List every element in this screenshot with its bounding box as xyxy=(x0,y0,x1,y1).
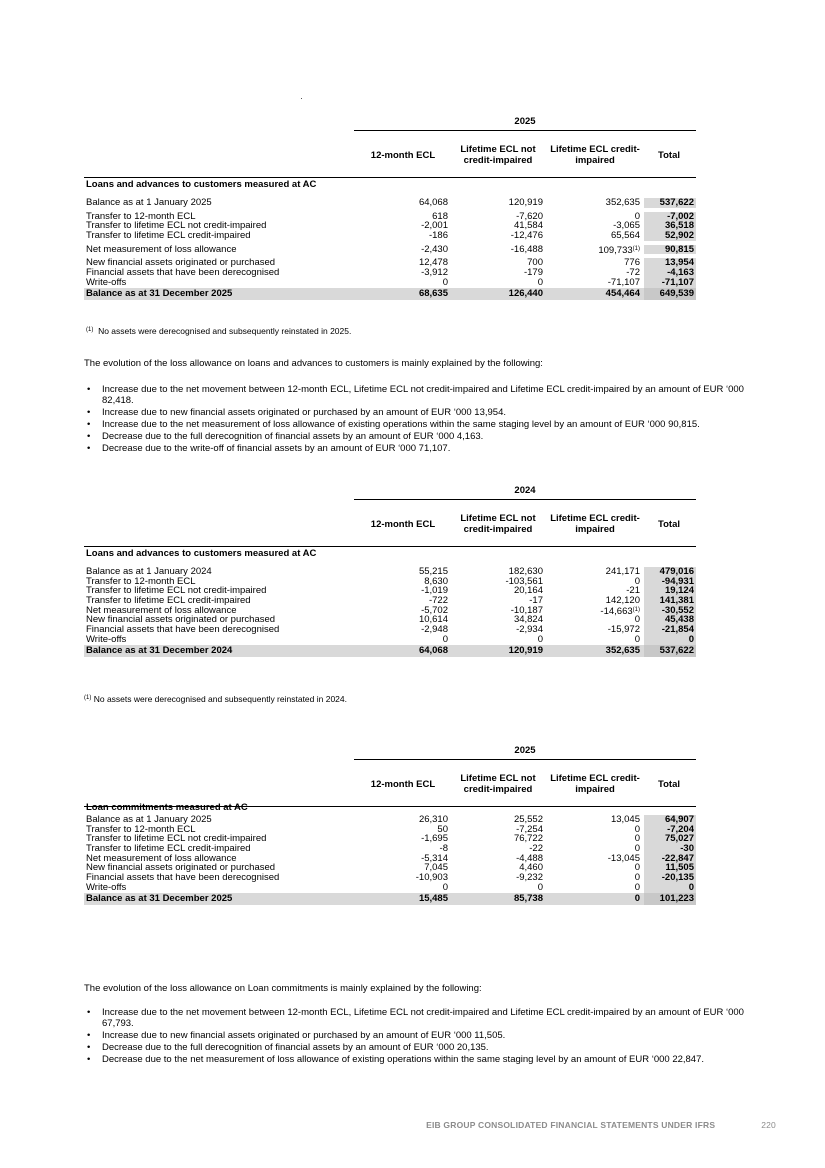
year-header: 2025 xyxy=(354,745,696,760)
cell-lifetime-impaired: 0 xyxy=(634,892,640,904)
cell-total: -22,847 xyxy=(644,854,696,864)
row-label: New financial assets originated or purchased xyxy=(86,257,276,269)
row-label: Financial assets that have been derecognised xyxy=(86,267,280,279)
cell-total: 537,622 xyxy=(644,198,696,208)
cell-total: -94,931 xyxy=(644,577,696,587)
cell-12-month-ecl: 12,478 xyxy=(418,257,448,269)
cell-12-month-ecl: 10,614 xyxy=(418,614,448,626)
row-label: Balance as at 31 December 2024 xyxy=(86,644,233,656)
cell-value: 142,120 xyxy=(605,595,640,607)
cell-total: -7,002 xyxy=(644,212,696,222)
cell-value: 0 xyxy=(634,862,640,874)
row-label: Balance as at 31 December 2025 xyxy=(86,287,233,299)
table-row xyxy=(84,198,696,208)
cell-total: 19,124 xyxy=(644,586,696,596)
cell-lifetime-not-impaired: -7,254 xyxy=(516,823,543,835)
bullet-item: • Decrease due to the write-off of financial assets by an amount of EUR ‘000 71,107. xyxy=(84,443,744,454)
footnote-2024: $^{(1)}$ No assets were derecognised and subsequently reinstated in 2024. xyxy=(84,694,347,704)
col-header-total: Total xyxy=(658,149,680,161)
table-row xyxy=(84,873,696,883)
cell-12-month-ecl: 26,310 xyxy=(418,814,448,825)
row-label: Balance as at 1 January 2025 xyxy=(86,197,212,208)
cell-total: 13,954 xyxy=(644,258,696,268)
cell-12-month-ecl: -5,314 xyxy=(421,852,448,864)
row-label: Transfer to 12-month ECL xyxy=(86,210,196,222)
balance-row xyxy=(84,645,696,657)
cell-12-month-ecl: 15,485 xyxy=(418,892,448,904)
cell-12-month-ecl: -722 xyxy=(428,595,448,607)
row-label: Write-offs xyxy=(86,633,127,645)
cell-lifetime-not-impaired: 85,738 xyxy=(513,892,543,904)
row-label: Net measurement of loss allowance xyxy=(86,604,237,616)
cell-lifetime-not-impaired: -10,187 xyxy=(510,604,543,616)
cell-12-month-ecl: -2,948 xyxy=(421,624,448,636)
row-label: Transfer to lifetime ECL not credit-impaired xyxy=(86,220,267,232)
cell-12-month-ecl: -3,912 xyxy=(421,267,448,279)
page-number: 220 xyxy=(761,1120,776,1130)
cell-total: 11,505 xyxy=(644,863,696,873)
cell-value: 109,733 xyxy=(598,244,633,256)
bullet-item: • Decrease due to the full derecognition of financial assets by an amount of EUR ‘000 4,163. xyxy=(84,431,744,442)
row-label: Transfer to lifetime ECL credit-impaired xyxy=(86,230,251,242)
cell-total: -71,107 xyxy=(644,278,696,288)
cell-total: 479,016 xyxy=(644,567,696,577)
cell-value: 241,171 xyxy=(605,566,640,577)
col-header-12-month-ecl: 12-month ECL xyxy=(370,518,436,530)
cell-lifetime-not-impaired: 41,584 xyxy=(513,220,543,232)
row-label: Balance as at 31 December 2025 xyxy=(86,892,233,904)
table-row xyxy=(84,278,696,288)
cell-value: 0 xyxy=(634,614,640,626)
cell-value: 776 xyxy=(624,257,640,269)
cell-lifetime-not-impaired: 120,919 xyxy=(508,644,543,656)
cell-lifetime-not-impaired: 34,824 xyxy=(513,614,543,626)
cell-total: -4,163 xyxy=(644,268,696,278)
cell-value: -3,065 xyxy=(613,220,640,232)
footnote-marker: (1) xyxy=(632,606,640,613)
col-header-lifetime-impaired: Lifetime ECL credit-impaired xyxy=(550,773,640,795)
cell-lifetime-not-impaired: 126,440 xyxy=(508,287,543,299)
cell-total: 649,539 xyxy=(644,288,696,300)
cell-value: 352,635 xyxy=(605,197,640,208)
col-header-lifetime-not-impaired: Lifetime ECL not credit-impaired xyxy=(460,513,536,535)
cell-value: -14,663 xyxy=(600,605,633,617)
bullet-item: • Decrease due to the full derecognition of financial assets by an amount of EUR ‘000 20,135. xyxy=(84,1042,744,1053)
table-row xyxy=(84,268,696,278)
cell-total: 90,815 xyxy=(644,245,696,255)
bullet-item: • Increase due to new financial assets originated or purchased by an amount of EUR ‘000 13,954. xyxy=(84,407,744,418)
cell-12-month-ecl: -8 xyxy=(439,843,448,855)
footer-title: EIB GROUP CONSOLIDATED FINANCIAL STATEMENTS UNDER IFRS xyxy=(426,1120,716,1130)
evolution-bullets-loans xyxy=(84,384,744,455)
row-label: Net measurement of loss allowance xyxy=(86,243,237,255)
table-body xyxy=(84,815,696,905)
cell-lifetime-impaired xyxy=(598,245,640,256)
row-label: Transfer to lifetime ECL credit-impaired xyxy=(86,595,251,607)
cell-value: 0 xyxy=(634,823,640,835)
bullet-item: • Increase due to new financial assets originated or purchased by an amount of EUR ‘000 11,505. xyxy=(84,1030,744,1041)
cell-value: 0 xyxy=(634,843,640,855)
section-label: Loan commitments measured at AC xyxy=(86,802,248,813)
row-label: Transfer to lifetime ECL not credit-impaired xyxy=(86,585,267,597)
footnote-2025: $^{(1)}$ No assets were derecognised and subsequently reinstated in 2025. xyxy=(86,326,352,336)
cell-lifetime-not-impaired: 700 xyxy=(527,257,543,269)
cell-total: 101,223 xyxy=(644,893,696,905)
cell-12-month-ecl: 0 xyxy=(442,633,448,645)
year-header: 2024 xyxy=(354,485,696,500)
cell-value: 0 xyxy=(634,872,640,884)
row-label: Financial assets that have been derecognised xyxy=(86,624,280,636)
cell-value: 13,045 xyxy=(610,814,640,825)
cell-lifetime-impaired xyxy=(611,231,640,241)
cell-total: 0 xyxy=(644,883,696,893)
header-rule xyxy=(84,546,696,547)
cell-total: 0 xyxy=(644,635,696,645)
col-header-total: Total xyxy=(658,778,680,790)
section-label: Loans and advances to customers measured at AC xyxy=(86,548,317,559)
balance-row xyxy=(84,893,696,905)
cell-total: -7,204 xyxy=(644,825,696,835)
table-row xyxy=(84,625,696,635)
cell-lifetime-not-impaired: 0 xyxy=(537,276,543,288)
row-label: Net measurement of loss allowance xyxy=(86,852,237,864)
cell-12-month-ecl: 64,068 xyxy=(418,197,448,208)
row-label: Transfer to lifetime ECL not credit-impaired xyxy=(86,833,267,845)
cell-lifetime-impaired xyxy=(635,635,640,645)
cell-lifetime-not-impaired: -12,476 xyxy=(510,230,543,242)
evolution-paragraph-loans: The evolution of the loss allowance on loans and advances to customers is mainly explained by the following: xyxy=(84,358,543,369)
col-header-12-month-ecl: 12-month ECL xyxy=(370,149,436,161)
cell-12-month-ecl: 0 xyxy=(442,276,448,288)
cell-lifetime-impaired: 454,464 xyxy=(605,287,640,299)
table-row xyxy=(84,883,696,893)
page-footer xyxy=(426,1120,776,1130)
cell-lifetime-not-impaired: 4,460 xyxy=(519,862,543,874)
cell-12-month-ecl: 50 xyxy=(437,823,448,835)
cell-value: -13,045 xyxy=(607,852,640,864)
bullet-item: • Increase due to the net movement between 12-month ECL, Lifetime ECL not credit-impaired and Lifetime ECL credit-impaired by an amount of EUR ‘000 67,793. xyxy=(84,1007,744,1029)
bullet-item: • Increase due to the net movement between 12-month ECL, Lifetime ECL not credit-impaired and Lifetime ECL credit-impaired by an amount of EUR ‘000 82,418. xyxy=(84,384,744,406)
table-row xyxy=(84,635,696,645)
stray-dot xyxy=(301,98,302,99)
cell-total: 537,622 xyxy=(644,645,696,657)
cell-lifetime-not-impaired: -16,488 xyxy=(510,243,543,255)
cell-lifetime-not-impaired: -2,934 xyxy=(516,624,543,636)
cell-lifetime-not-impaired: 25,552 xyxy=(513,814,543,825)
row-label: Balance as at 1 January 2025 xyxy=(86,814,212,825)
evolution-bullets-commitments xyxy=(84,1007,744,1066)
bullet-item: • Decrease due to the net measurement of loss allowance of existing operations within the same staging level by an amount of EUR ‘000 22,847. xyxy=(84,1054,744,1065)
cell-12-month-ecl: -5,702 xyxy=(421,604,448,616)
row-label: Write-offs xyxy=(86,276,127,288)
row-label: Balance as at 1 January 2024 xyxy=(86,566,212,577)
row-label: Transfer to lifetime ECL credit-impaired xyxy=(86,843,251,855)
cell-lifetime-impaired xyxy=(635,883,640,893)
cell-lifetime-impaired xyxy=(606,198,640,208)
cell-total: -30 xyxy=(644,844,696,854)
cell-12-month-ecl: -1,695 xyxy=(421,833,448,845)
cell-lifetime-not-impaired: 0 xyxy=(537,633,543,645)
cell-total: -30,552 xyxy=(644,606,696,616)
row-label: Financial assets that have been derecognised xyxy=(86,872,280,884)
cell-12-month-ecl: -1,019 xyxy=(421,585,448,597)
cell-value: 0 xyxy=(634,633,640,645)
cell-lifetime-not-impaired: 20,164 xyxy=(513,585,543,597)
cell-value: -71,107 xyxy=(607,276,640,288)
cell-lifetime-not-impaired: 76,722 xyxy=(513,833,543,845)
balance-row xyxy=(84,288,696,300)
col-header-lifetime-not-impaired: Lifetime ECL not credit-impaired xyxy=(460,144,536,166)
footnote-marker: (1) xyxy=(632,245,640,252)
cell-value: 0 xyxy=(634,210,640,222)
row-label: Transfer to 12-month ECL xyxy=(86,575,196,587)
cell-value: -15,972 xyxy=(607,624,640,636)
cell-12-month-ecl: 0 xyxy=(442,881,448,893)
cell-total: 75,027 xyxy=(644,834,696,844)
cell-value: 65,564 xyxy=(610,230,640,242)
cell-lifetime-not-impaired: -7,620 xyxy=(516,210,543,222)
cell-value: -72 xyxy=(626,267,640,279)
cell-total: 141,381 xyxy=(644,596,696,606)
cell-lifetime-not-impaired: -4,488 xyxy=(516,852,543,864)
table-row xyxy=(84,231,696,241)
row-label: Write-offs xyxy=(86,881,127,893)
cell-12-month-ecl: -186 xyxy=(428,230,448,242)
col-header-lifetime-impaired: Lifetime ECL credit-impaired xyxy=(550,144,640,166)
row-label: New financial assets originated or purchased xyxy=(86,862,276,874)
bullet-item: • Increase due to the net measurement of loss allowance of existing operations within the same staging level by an amount of EUR ‘000 90,815. xyxy=(84,419,744,430)
section-label: Loans and advances to customers measured at AC xyxy=(86,179,317,190)
cell-total: -20,135 xyxy=(644,873,696,883)
cell-lifetime-not-impaired: 182,630 xyxy=(508,566,543,577)
cell-value: 0 xyxy=(634,575,640,587)
cell-total: 52,902 xyxy=(644,231,696,241)
cell-12-month-ecl: 64,068 xyxy=(418,644,448,656)
cell-lifetime-impaired: 352,635 xyxy=(605,644,640,656)
cell-value: 0 xyxy=(634,881,640,893)
cell-12-month-ecl: 8,630 xyxy=(424,575,448,587)
cell-12-month-ecl: 618 xyxy=(432,210,448,222)
cell-total: 36,518 xyxy=(644,221,696,231)
cell-lifetime-not-impaired: 120,919 xyxy=(508,197,543,208)
cell-lifetime-not-impaired: 0 xyxy=(537,881,543,893)
table-row xyxy=(84,245,696,255)
col-header-lifetime-impaired: Lifetime ECL credit-impaired xyxy=(550,513,640,535)
cell-lifetime-impaired xyxy=(606,596,640,606)
col-header-total: Total xyxy=(658,518,680,530)
evolution-paragraph-commitments: The evolution of the loss allowance on Loan commitments is mainly explained by the following: xyxy=(84,983,482,994)
row-label: New financial assets originated or purchased xyxy=(86,614,276,626)
cell-12-month-ecl: -2,430 xyxy=(421,243,448,255)
cell-lifetime-not-impaired: -179 xyxy=(523,267,543,279)
cell-total: -21,854 xyxy=(644,625,696,635)
header-rule xyxy=(84,177,696,178)
year-header: 2025 xyxy=(354,116,696,131)
cell-12-month-ecl: -10,903 xyxy=(415,872,448,884)
cell-12-month-ecl: 68,635 xyxy=(418,287,448,299)
table-body xyxy=(84,567,696,657)
cell-lifetime-impaired xyxy=(608,278,640,288)
cell-12-month-ecl: 55,215 xyxy=(418,566,448,577)
cell-value: 0 xyxy=(634,833,640,845)
cell-value: -21 xyxy=(626,585,640,597)
cell-lifetime-not-impaired: -17 xyxy=(529,595,543,607)
col-header-12-month-ecl: 12-month ECL xyxy=(370,778,436,790)
cell-lifetime-not-impaired: -22 xyxy=(529,843,543,855)
cell-lifetime-not-impaired: -9,232 xyxy=(516,872,543,884)
col-header-lifetime-not-impaired: Lifetime ECL not credit-impaired xyxy=(460,773,536,795)
cell-lifetime-not-impaired: -103,561 xyxy=(505,575,543,587)
cell-total: 64,907 xyxy=(644,815,696,825)
cell-12-month-ecl: -2,001 xyxy=(421,220,448,232)
row-label: Transfer to 12-month ECL xyxy=(86,823,196,835)
cell-12-month-ecl: 7,045 xyxy=(424,862,448,874)
cell-total: 45,438 xyxy=(644,615,696,625)
table-body xyxy=(84,198,696,300)
